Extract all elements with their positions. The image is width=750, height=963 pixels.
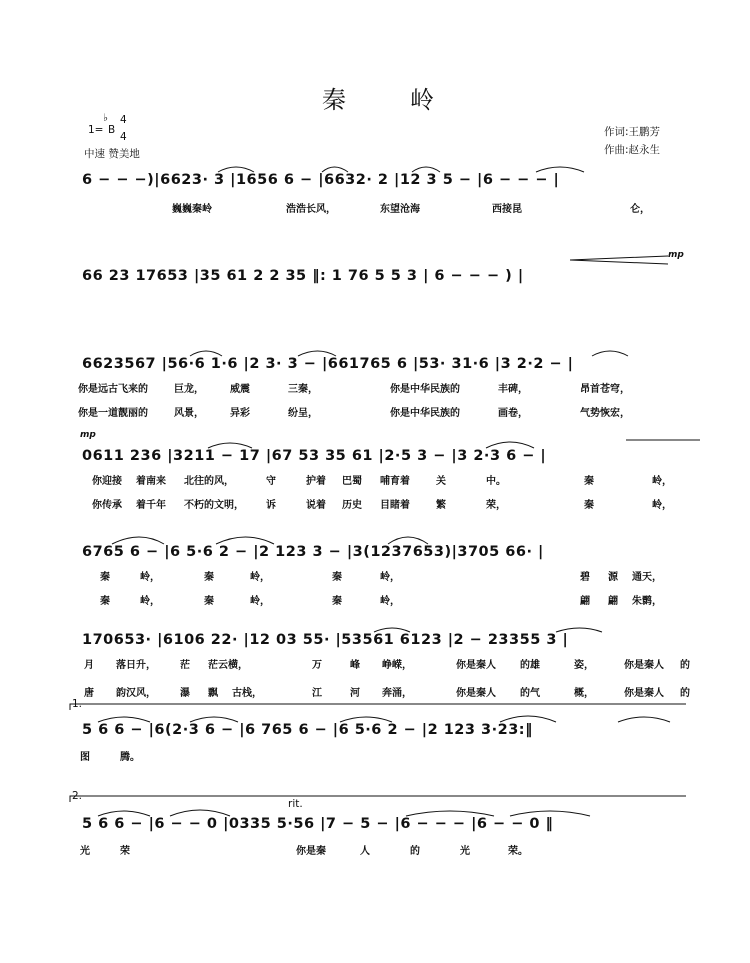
lyric: 北往的风，	[184, 476, 234, 487]
composer-credit: 作曲:赵永生	[604, 144, 661, 156]
lyric: 秦	[584, 500, 594, 511]
lyric: 繁	[436, 500, 446, 511]
lyric: 荣	[120, 846, 130, 857]
lyric: 威震	[230, 384, 250, 395]
lyric: 守	[266, 476, 276, 487]
lyric: 岭，	[652, 476, 672, 487]
lyric: 河	[350, 688, 360, 699]
lyric: 通天，	[632, 572, 662, 583]
lyric: 目睹着	[380, 500, 410, 511]
lyric: 历史	[342, 500, 362, 511]
lyric: 碧	[580, 572, 590, 583]
lyric: 你迎接	[92, 476, 122, 487]
lyric: 飘	[208, 688, 218, 699]
lyric: 源	[608, 572, 618, 583]
lyric: 三秦，	[288, 384, 318, 395]
lyric: 你是秦人	[624, 660, 664, 671]
lyric: 姿，	[574, 660, 594, 671]
lyric: 着千年	[136, 500, 166, 511]
lyric: 你是秦	[296, 846, 326, 857]
flat-sign: ♭	[103, 112, 108, 124]
lyric: 岭，	[380, 596, 400, 607]
lyric: 你传承	[92, 500, 122, 511]
lyric: 的	[680, 688, 690, 699]
lyric: 风景，	[174, 408, 204, 419]
notation-row-4: 0611 236 |3211 − 17 |67 53 35 61 |2·5 3 − |3 2·3 6 − |	[82, 448, 547, 464]
lyric: 古栈，	[232, 688, 262, 699]
lyric: 你是秦人	[456, 688, 496, 699]
notation-row-5: 6765 6 − |6 5·6 2 − |2 123 3 − |3(1237653)|3705 66· |	[82, 544, 544, 560]
lyric: 你是中华民族的	[390, 384, 460, 395]
lyric: 光	[460, 846, 470, 857]
meter-top: 4	[120, 114, 127, 126]
lyric: 翩	[580, 596, 590, 607]
lyric: 纷呈，	[288, 408, 318, 419]
lyric: 秦	[100, 596, 110, 607]
lyric: 画卷，	[498, 408, 528, 419]
lyric: 唐	[84, 688, 94, 699]
lyric: 你是秦人	[456, 660, 496, 671]
lyric: 朱鹮，	[632, 596, 662, 607]
notation-row-6: 170653· |6106 22· |12 03 55· |53561 6123 |2 − 23355 3 |	[82, 632, 569, 648]
lyric: 秦	[332, 596, 342, 607]
tempo-marking: 中速 赞美地	[84, 148, 140, 160]
first-ending-mark: 1.	[72, 698, 83, 710]
lyric: 人	[360, 846, 370, 857]
lyric: 你是秦人	[624, 688, 664, 699]
lyric: 韵汉风，	[116, 688, 156, 699]
lyric: 腾。	[120, 752, 140, 763]
lyric: 哺育着	[380, 476, 410, 487]
lyric: 奔涌，	[382, 688, 412, 699]
notation-row-8: 5 6 6 − |6 − − 0 |0335 5·56 |7 − 5 − |6 − − − |6 − − 0 ‖	[82, 816, 554, 832]
lyric: 秦	[204, 596, 214, 607]
lyric: 翩	[608, 596, 618, 607]
lyric: 巨龙，	[174, 384, 204, 395]
lyric: 诉	[266, 500, 276, 511]
lyric: 岭，	[250, 596, 270, 607]
lyric: 落日升，	[116, 660, 156, 671]
dynamic-marking: mp	[668, 250, 684, 260]
lyric: 荣，	[486, 500, 506, 511]
lyric: 你是一道靓丽的	[78, 408, 148, 419]
lyric: 丰碑，	[498, 384, 528, 395]
lyric: 万	[312, 660, 322, 671]
notation-row-3: 6623567 |56·6 1·6 |2 3· 3 − |661765 6 |53· 31·6 |3 2·2 − |	[82, 356, 574, 372]
ritardando-mark: rit.	[288, 798, 303, 810]
lyric: 的气	[520, 688, 540, 699]
lyric: 茫云横，	[208, 660, 248, 671]
lyric: 岭，	[380, 572, 400, 583]
lyric: 不朽的文明，	[184, 500, 244, 511]
lyric: 岭，	[250, 572, 270, 583]
lyric: 气势恢宏，	[580, 408, 630, 419]
lyric: 巴蜀	[342, 476, 362, 487]
song-title: 秦 岭	[322, 86, 454, 114]
dynamic-marking: mp	[80, 430, 96, 440]
lyric: 浩浩长风，	[286, 204, 336, 215]
lyric: 图	[80, 752, 90, 763]
lyric: 月	[84, 660, 94, 671]
key-name: B	[108, 124, 116, 136]
lyric: 你是远古飞来的	[78, 384, 148, 395]
lyric: 异彩	[230, 408, 250, 419]
notation-row-2: 66 23 17653 |35 61 2 2 35 ‖: 1 76 5 5 3 | 6 − − − ) |	[82, 268, 524, 284]
notation-row-7: 5 6 6 − |6(2·3 6 − |6 765 6 − |6 5·6 2 − |2 123 3·23:‖	[82, 722, 533, 738]
lyric: 的雄	[520, 660, 540, 671]
lyric: 秦	[332, 572, 342, 583]
lyric: 说着	[306, 500, 326, 511]
lyric: 秦	[100, 572, 110, 583]
lyric: 巍巍秦岭	[172, 204, 212, 215]
lyric: 的	[410, 846, 420, 857]
lyric: 荣。	[508, 846, 528, 857]
lyric: 秦	[204, 572, 214, 583]
lyric: 概，	[574, 688, 594, 699]
lyric: 江	[312, 688, 322, 699]
notation-row-1: 6 − − −)|6623· 3 |1656 6 − |6632· 2 |12 3 5 − |6 − − − |	[82, 172, 560, 188]
lyric: 岭，	[140, 596, 160, 607]
lyric: 岭，	[652, 500, 672, 511]
lyric: 护着	[306, 476, 326, 487]
lyric: 瀑	[180, 688, 190, 699]
lyric: 昂首苍穹，	[580, 384, 630, 395]
key-prefix: 1=	[88, 124, 104, 136]
meter-bottom: 4	[120, 131, 127, 143]
lyric: 你是中华民族的	[390, 408, 460, 419]
lyric: 岭，	[140, 572, 160, 583]
lyric: 关	[436, 476, 446, 487]
lyric: 东望沧海	[380, 204, 420, 215]
lyric: 峰	[350, 660, 360, 671]
lyric: 茫	[180, 660, 190, 671]
lyric: 的	[680, 660, 690, 671]
lyric: 仑，	[630, 204, 650, 215]
lyric: 西接昆	[492, 204, 522, 215]
lyric: 峥嵘，	[382, 660, 412, 671]
lyricist-credit: 作词:王鹏芳	[604, 126, 661, 138]
lyric: 光	[80, 846, 90, 857]
second-ending-mark: 2.	[72, 790, 83, 802]
lyric: 秦	[584, 476, 594, 487]
lyric: 着南来	[136, 476, 166, 487]
lyric: 中。	[486, 476, 506, 487]
